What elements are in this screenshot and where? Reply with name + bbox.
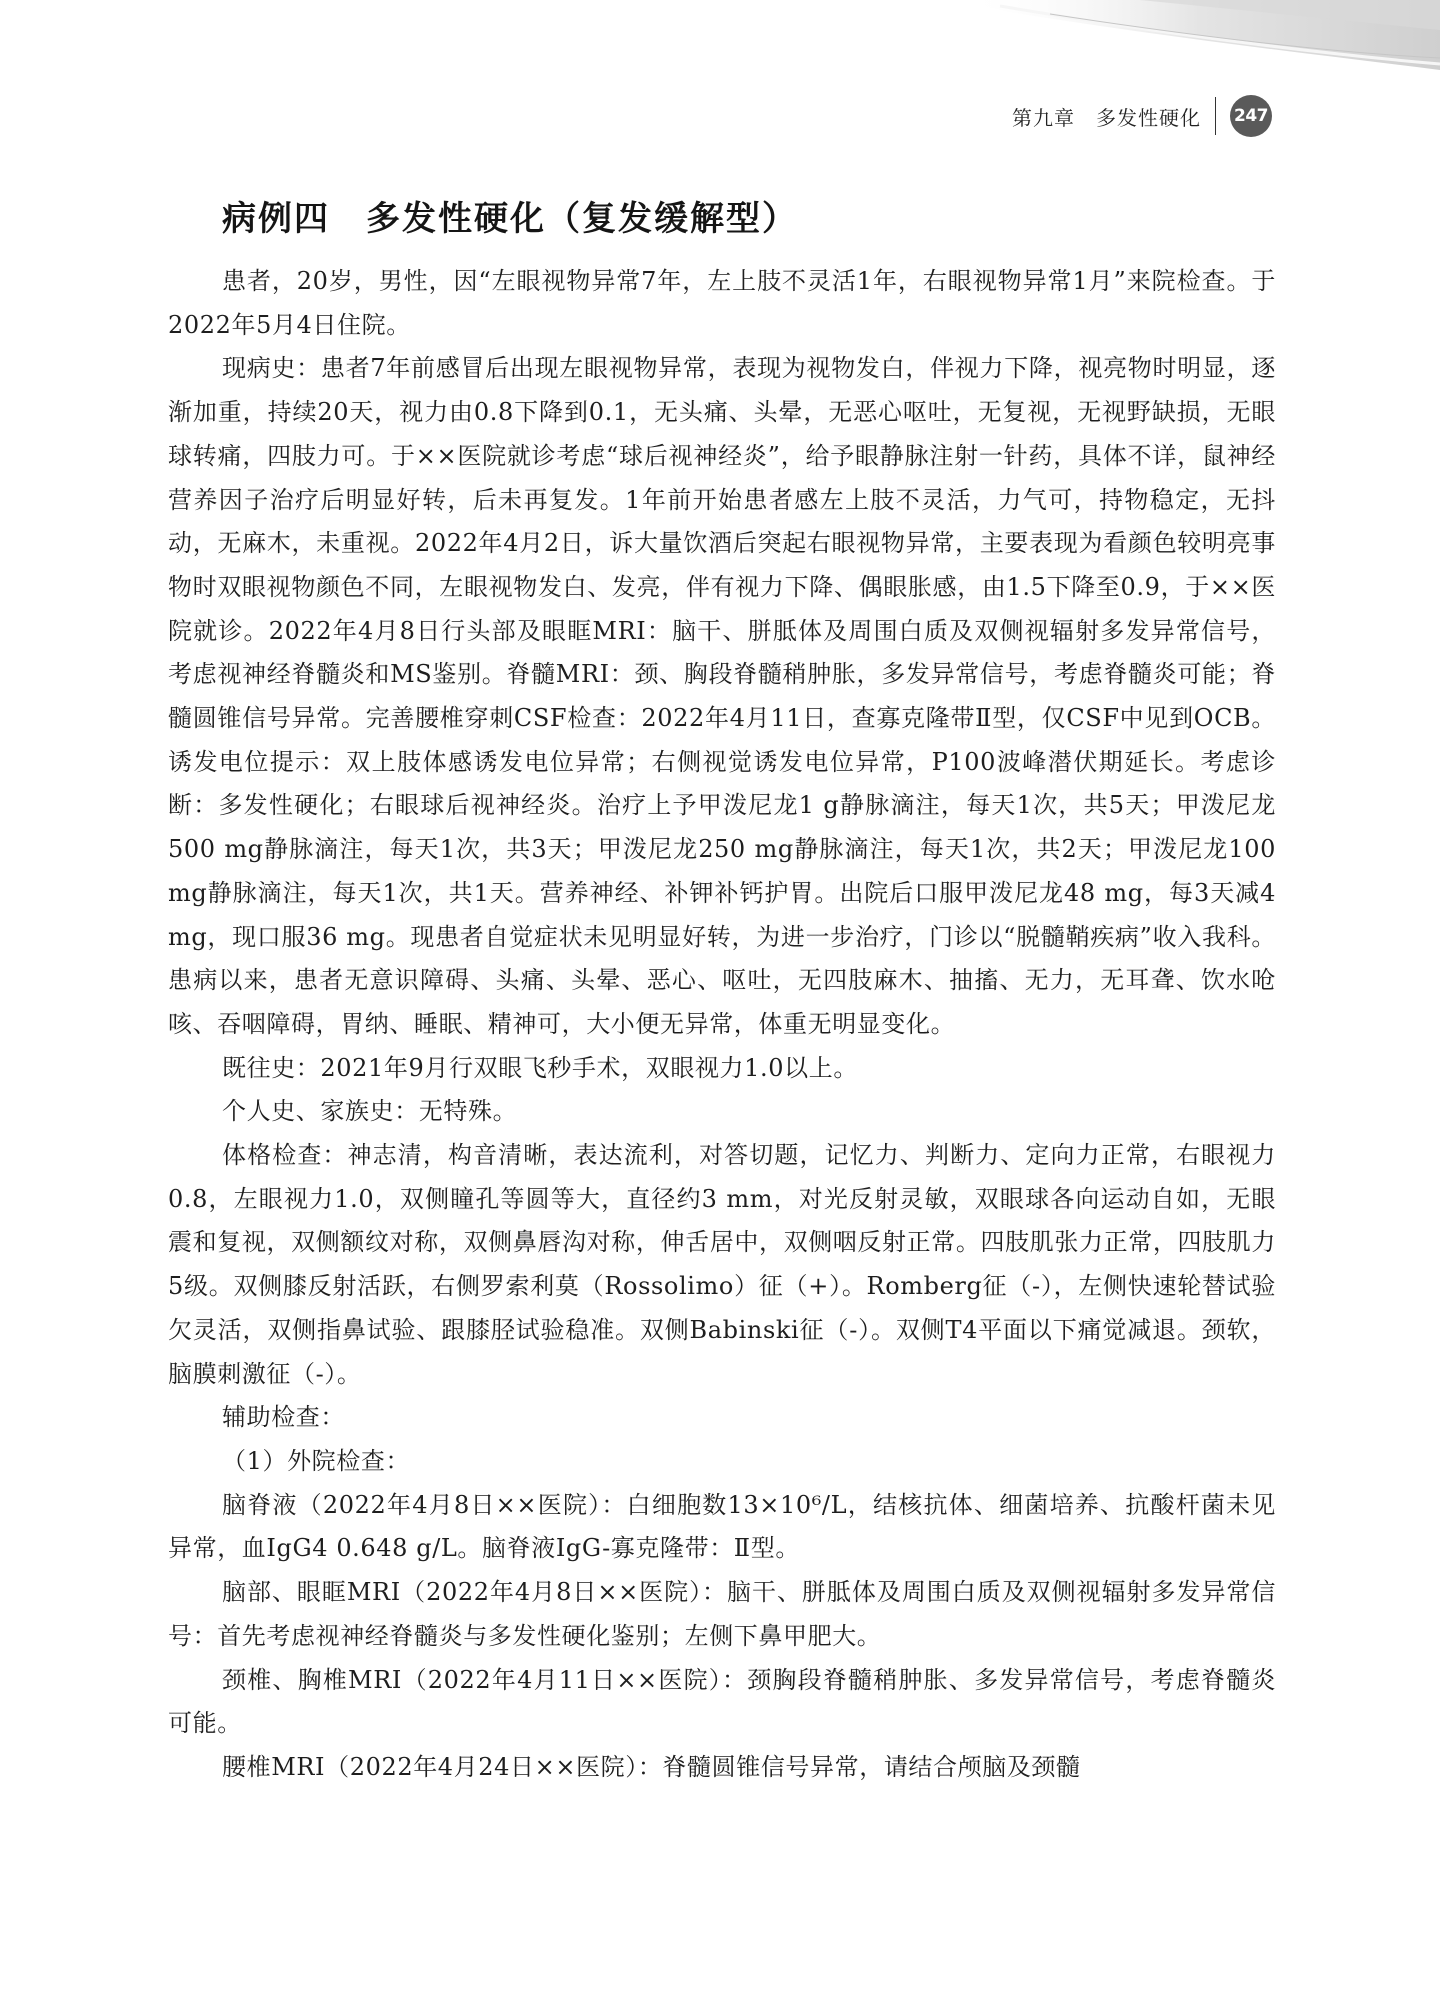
brain-mri-paragraph: 脑部、眼眶MRI（2022年4月8日××医院）：脑干、胼胝体及周围白质及双侧视辐射多发异常信号：首先考虑视神经脊髓炎与多发性硬化鉴别；左侧下鼻甲肥大。 xyxy=(168,1578,1276,1650)
lumbar-mri-paragraph: 腰椎MRI（2022年4月24日××医院）：脊髓圆锥信号异常，请结合颅脑及颈髓 xyxy=(222,1752,1081,1781)
past-history-paragraph: 既往史：2021年9月行双眼飞秒手术，双眼视力1.0以上。 xyxy=(222,1053,858,1082)
spine-mri-paragraph: 颈椎、胸椎MRI（2022年4月11日××医院）：颈胸段脊髓稍肿胀、多发异常信号，考虑脊髓炎可能。 xyxy=(168,1665,1276,1738)
page-body xyxy=(168,188,1276,1790)
chief-complaint-paragraph: 患者，20岁，男性，因“左眼视物异常7年，左上肢不灵活1年，右眼视物异常1月”来院检查。于2022年5月4日住院。 xyxy=(168,267,1276,339)
header-decoration xyxy=(940,0,1440,110)
header-divider xyxy=(1215,97,1216,135)
personal-family-history-paragraph: 个人史、家族史：无特殊。 xyxy=(222,1097,518,1126)
physical-exam-paragraph: 体格检查：神志清，构音清晰，表达流利，对答切题，记忆力、判断力、定向力正常，右眼视力0.8，左眼视力1.0，双侧瞳孔等圆等大，直径约3 mm，对光反射灵敏，双眼球各向运动自如，无眼震和复视，双侧额纹对称，双侧鼻唇沟对称，伸舌居中，双侧咽反射正常。四肢肌张力正常，四肢肌力5级。双侧膝反射活跃，右侧罗索利莫（Rossolimo）征（+）。Romberg征（-），左侧快速轮替试验欠灵活，双侧指鼻试验、跟膝胫试验稳准。双侧Babinski征（-）。双侧T4平面以下痛觉减退。颈软，脑膜刺激征（-）。 xyxy=(168,1141,1276,1388)
csf-result-paragraph: 脑脊液（2022年4月8日××医院）：白细胞数13×10⁶/L，结核抗体、细菌培养、抗酸杆菌未见异常，血IgG4 0.648 g/L。脑脊液IgG-寡克隆带：Ⅱ型。 xyxy=(168,1490,1276,1563)
page-number-badge: 247 xyxy=(1230,95,1272,137)
running-header xyxy=(1012,96,1272,136)
chapter-title: 第九章 多发性硬化 xyxy=(1012,105,1201,130)
case-title: 病例四 多发性硬化（复发缓解型） xyxy=(222,199,798,239)
present-illness-paragraph: 现病史：患者7年前感冒后出现左眼视物异常，表现为视物发白，伴视力下降，视亮物时明显，逐渐加重，持续20天，视力由0.8下降到0.1，无头痛、头晕，无恶心呕吐，无复视，无视野缺损，无眼球转痛，四肢力可。于××医院就诊考虑“球后视神经炎”，给予眼静脉注射一针药，具体不详，鼠神经营养因子治疗后明显好转，后未再复发。1年前开始患者感左上肢不灵活，力气可，持物稳定，无抖动，无麻木，未重视。2022年4月2日，诉大量饮酒后突起右眼视物异常，主要表现为看颜色较明亮事物时双眼视物颜色不同，左眼视物发白、发亮，伴有视力下降、偶眼胀感，由1.5下降至0.9，于××医院就诊。2022年4月8日行头部及眼眶MRI：脑干、胼胝体及周围白质及双侧视辐射多发异常信号，考虑视神经脊髓炎和MS鉴别。脊髓MRI：颈、胸段脊髓稍肿胀，多发异常信号，考虑脊髓炎可能；脊髓圆锥信号异常。完善腰椎穿刺CSF检查：2022年4月11日，查寡克隆带Ⅱ型，仅CSF中见到OCB。诱发电位提示：双上肢体感诱发电位异常；右侧视觉诱发电位异常，P100波峰潜伏期延长。考虑诊断：多发性硬化；右眼球后视神经炎。治疗上予甲泼尼龙1 g静脉滴注，每天1次，共5天；甲泼尼龙500 mg静脉滴注，每天1次，共3天；甲泼尼龙250 mg静脉滴注，每天1次，共2天；甲泼尼龙100 mg静脉滴注，每天1次，共1天。营养神经、补钾补钙护胃。出院后口服甲泼尼龙48 mg，每3天减4 mg，现口服36 mg。现患者自觉症状未见明显好转，为进一步治疗，门诊以“脱髓鞘疾病”收入我科。患病以来，患者无意识障碍、头痛、头晕、恶心、呕吐，无四肢麻木、抽搐、无力，无耳聋、饮水呛咳、吞咽障碍，胃纳、睡眠、精神可，大小便无异常，体重无明显变化。 xyxy=(168,354,1276,1038)
auxiliary-exam-heading: 辅助检查： xyxy=(222,1403,345,1432)
outside-exam-heading: （1）外院检查： xyxy=(222,1446,411,1475)
